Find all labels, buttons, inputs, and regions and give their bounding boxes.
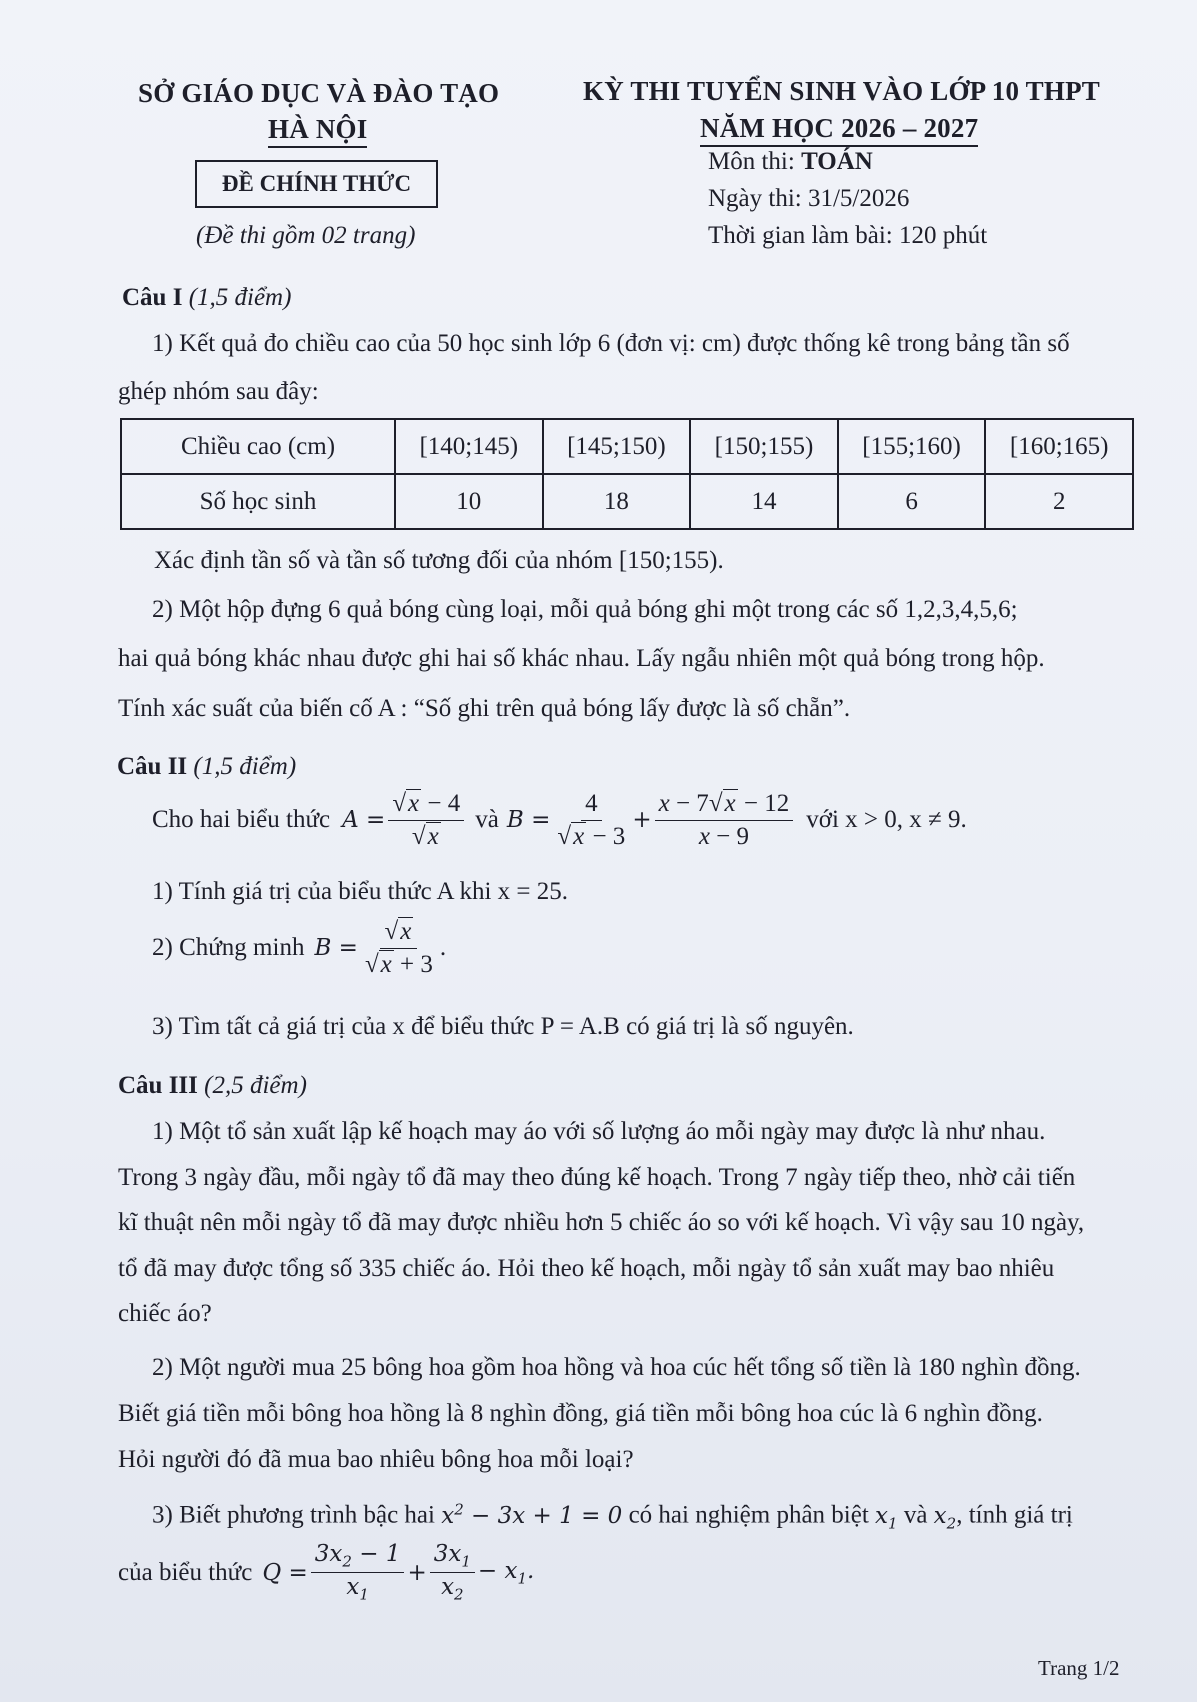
q1-part2-line3: Tính xác suất của biến cố A : “Số ghi trên quả bóng lấy được là số chẵn”. — [118, 695, 851, 722]
q2-condition: với x > 0, x ≠ 9. — [806, 806, 967, 833]
question-2-heading — [117, 753, 296, 781]
table-row — [121, 419, 1133, 474]
exam-date: Ngày thi: 31/5/2026 — [708, 185, 910, 212]
exam-duration: Thời gian làm bài: 120 phút — [708, 222, 988, 249]
table-cell: [160;165) — [985, 419, 1133, 474]
expr-q-label: Q = — [262, 1559, 308, 1586]
official-label-box — [195, 160, 438, 208]
expr-a-fraction: $\frac{√x - 4}{√x}$ — [388, 790, 464, 850]
q3-part1-line5: chiếc áo? — [118, 1300, 212, 1327]
q3-part1-line2: Trong 3 ngày đầu, mỗi ngày tổ đã may theo đúng kế hoạch. Trong 7 ngày tiếp theo, nhờ cải tiến — [118, 1164, 1076, 1191]
expr-b-result-fraction: $\frac{√x}{√x + 3}$ — [364, 918, 433, 978]
official-label: ĐỀ CHÍNH THỨC — [221, 171, 412, 196]
table-cell: 10 — [395, 474, 543, 529]
q2-intro: Cho hai biểu thức — [152, 806, 331, 833]
q3-part2-line1: 2) Một người mua 25 bông hoa gồm hoa hồng và hoa cúc hết tổng số tiền là 180 nghìn đồng. — [152, 1354, 1081, 1381]
subject-line — [708, 148, 873, 176]
frequency-table — [120, 418, 1134, 530]
q3-part2-line3: Hỏi người đó đã mua bao nhiêu bông hoa mỗi loại? — [118, 1446, 634, 1473]
question-3-title: Câu III — [118, 1072, 198, 1099]
q2-part1: 1) Tính giá trị của biểu thức A khi x = 25. — [152, 878, 569, 905]
question-1-points: (1,5 điểm) — [188, 284, 292, 311]
root-x1: $x_1$ — [875, 1502, 898, 1533]
q3-part3-line2: của biểu thức Q = $\frac{3x_2 - 1}{x_1}$ + $\frac{3x_1}{x_2}$ − $x_1$. — [118, 1541, 535, 1604]
expr-b-fraction2: $\frac{x - 7√x - 12}{x - 9}$ — [655, 790, 794, 850]
q3-part3-mid: có hai nghiệm phân biệt — [628, 1501, 869, 1529]
dept-line1: SỞ GIÁO DỤC VÀ ĐÀO TẠO — [138, 78, 500, 108]
table-cell: 6 — [838, 474, 986, 529]
pages-note: (Đề thi gồm 02 trang) — [196, 222, 416, 249]
q2-part3: 3) Tìm tất cả giá trị của x để biểu thức P = A.B có giá trị là số nguyên. — [152, 1013, 854, 1040]
question-3-points: (2,5 điểm) — [204, 1072, 307, 1099]
expr-b-label-2: B = — [314, 935, 358, 961]
q1-part2-line2: hai quả bóng khác nhau được ghi hai số khác nhau. Lấy ngẫu nhiên một quả bóng trong hộp. — [118, 645, 1045, 672]
q1-part1-line2: ghép nhóm sau đây: — [118, 378, 319, 405]
q2-and: và — [475, 806, 499, 833]
table-header-cell: Chiều cao (cm) — [121, 419, 395, 474]
q2-part2: 2) Chứng minh B = $\frac{√x}{√x + 3}$ . — [152, 918, 447, 978]
q3-part3-line2-text: của biểu thức — [118, 1558, 253, 1586]
expr-a-label: A = — [342, 807, 386, 833]
q3-part3-post: , tính giá trị — [956, 1501, 1073, 1529]
q1-part1-task: Xác định tần số và tần số tương đối của nhóm [150;155). — [154, 547, 724, 574]
table-cell: 14 — [690, 474, 838, 529]
q2-part2-text: 2) Chứng minh — [152, 934, 305, 961]
table-cell: [150;155) — [690, 419, 838, 474]
question-2-title: Câu II — [117, 753, 188, 780]
quadratic-equation: $x^2 - 3x + 1 = 0$ — [441, 1500, 623, 1529]
q3-part3-and: và — [903, 1501, 928, 1529]
table-header-cell: Số học sinh — [121, 474, 395, 529]
q3-part1-line4: tổ đã may được tổng số 335 chiếc áo. Hỏi theo kế hoạch, mỗi ngày tổ sản xuất may bao nhiêu — [118, 1255, 1055, 1282]
table-cell: [155;160) — [838, 419, 986, 474]
page-number: Trang 1/2 — [1038, 1656, 1120, 1680]
q3-part1-line3: kĩ thuật nên mỗi ngày tổ đã may được nhiều hơn 5 chiếc áo so với kế hoạch. Vì vậy sau 10 ngày, — [118, 1209, 1085, 1236]
expr-q-fraction2: $\frac{3x_1}{x_2}$ — [430, 1542, 475, 1603]
question-1-title: Câu I — [122, 284, 183, 311]
q1-part2-line1: 2) Một hộp đựng 6 quả bóng cùng loại, mỗi quả bóng ghi một trong các số 1,2,3,4,5,6; — [152, 596, 1018, 623]
table-cell: [140;145) — [395, 419, 543, 474]
root-x2: $x_2$ — [933, 1502, 957, 1533]
dept-line2: HÀ NỘI — [268, 114, 367, 148]
q3-part3-pre: 3) Biết phương trình bậc hai — [152, 1501, 435, 1529]
q3-part1-line1: 1) Một tổ sản xuất lập kế hoạch may áo với số lượng áo mỗi ngày may được là như nhau. — [152, 1118, 1046, 1145]
table-row — [121, 474, 1133, 529]
q3-part3-line1 — [152, 1500, 1073, 1532]
expr-b-fraction1: $\frac{4}{√x - 3}$ — [557, 790, 626, 850]
table-cell: 18 — [543, 474, 691, 529]
q3-part2-line2: Biết giá tiền mỗi bông hoa hồng là 8 nghìn đồng, giá tiền mỗi bông hoa cúc là 6 nghìn đồng. — [118, 1400, 1043, 1427]
table-cell: [145;150) — [543, 419, 691, 474]
subject-label: Môn thi: — [708, 148, 802, 175]
q2-expressions: Cho hai biểu thức A = $\frac{√x - 4}{√x}$ và B = $\frac{4}{√x - 3}$ + $\frac{x - 7√x - 12}{x - 9}$ với x > 0, x ≠ 9. — [152, 790, 967, 850]
expr-q-fraction1: $\frac{3x_2 - 1}{x_1}$ — [311, 1542, 405, 1603]
school-year: NĂM HỌC 2026 – 2027 — [700, 113, 978, 147]
exam-title: KỲ THI TUYỂN SINH VÀO LỚP 10 THPT — [583, 76, 1100, 106]
table-cell: 2 — [985, 474, 1133, 529]
subject-value: TOÁN — [801, 148, 873, 175]
question-2-points: (1,5 điểm) — [193, 753, 297, 780]
q1-part1-line1: 1) Kết quả đo chiều cao của 50 học sinh lớp 6 (đơn vị: cm) được thống kê trong bảng tần số — [152, 330, 1070, 357]
question-1-heading — [122, 284, 291, 312]
question-3-heading — [118, 1072, 307, 1100]
expr-b-label: B = — [506, 807, 551, 833]
